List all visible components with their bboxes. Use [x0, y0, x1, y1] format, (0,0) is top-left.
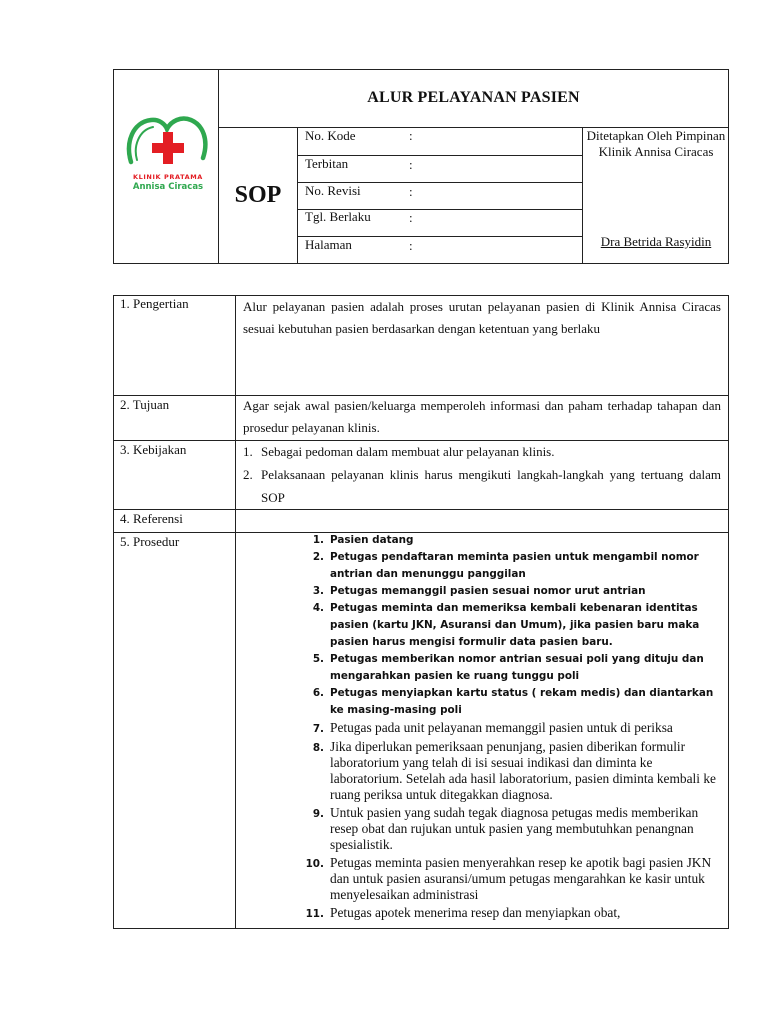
- step-text: Untuk pasien yang sudah tegak diagnosa petugas medis memberikan resep obat dan rujukan untuk pasien yang membutuhkan penangnan spesialistik.: [330, 805, 699, 852]
- label-kebijakan: 3. Kebijakan: [120, 442, 187, 457]
- field-colon: :: [409, 128, 413, 143]
- prosedur-list: [296, 532, 726, 922]
- procedure-step: [296, 905, 726, 922]
- step-number: 3.: [312, 585, 324, 597]
- procedure-step: [296, 583, 726, 600]
- step-text: Petugas apotek menerima resep dan menyiapkan obat,: [330, 905, 621, 920]
- field-colon: :: [409, 157, 413, 172]
- step-number: 9.: [312, 808, 324, 820]
- step-number: 5.: [312, 653, 324, 665]
- label-pengertian: 1. Pengertian: [120, 296, 189, 311]
- step-number: 4.: [312, 602, 324, 614]
- step-text: Petugas memberikan nomor antrian sesuai poli yang dituju dan mengarahkan pasien ke ruang tunggu poli: [330, 653, 704, 682]
- step-text: Petugas menyiapkan kartu status ( rekam medis) dan diantarkan ke masing-masing poli: [330, 687, 714, 716]
- field-no-kode: No. Kode: [305, 128, 356, 143]
- step-number: 11.: [305, 908, 324, 920]
- field-colon: :: [409, 210, 413, 225]
- step-number: 10.: [305, 858, 324, 870]
- field-colon: :: [409, 238, 413, 253]
- list-item: [243, 463, 721, 509]
- step-number: 8.: [312, 742, 324, 754]
- step-text: Petugas pada unit pelayanan memanggil pasien untuk di periksa: [330, 720, 673, 735]
- logo-heart-cross-icon: [123, 112, 213, 172]
- field-tgl-berlaku: Tgl. Berlaku: [305, 209, 371, 224]
- procedure-step: [296, 549, 726, 583]
- procedure-step: [296, 685, 726, 719]
- list-number: 1.: [243, 444, 253, 459]
- step-text: Petugas memanggil pasien sesuai nomor urut antrian: [330, 585, 646, 597]
- procedure-step: [296, 805, 726, 853]
- kebijakan-list: [243, 440, 721, 509]
- list-text: Sebagai pedoman dalam membuat alur pelayanan klinis.: [261, 444, 555, 459]
- text-tujuan: Agar sejak awal pasien/keluarga memperoleh informasi dan paham terhadap tahapan dan prosedur pelayanan klinis.: [243, 398, 721, 435]
- logo-text-line1: KLINIK PRATAMA: [133, 173, 203, 181]
- step-text: Petugas pendaftaran meminta pasien untuk mengambil nomor antrian dan menunggu panggilan: [330, 551, 699, 580]
- label-prosedur: 5. Prosedur: [120, 534, 180, 549]
- step-number: 2.: [312, 551, 324, 563]
- table-divider: [235, 295, 236, 929]
- procedure-step: [296, 532, 726, 549]
- label-tujuan: 2. Tujuan: [120, 397, 170, 412]
- field-colon: :: [409, 184, 413, 199]
- list-item: [243, 440, 721, 463]
- procedure-step: [296, 651, 726, 685]
- procedure-step: [296, 720, 726, 737]
- field-no-revisi: No. Revisi: [305, 183, 361, 198]
- step-text: Jika diperlukan pemeriksaan penunjang, pasien diberikan formulir laboratorium yang telah di isi sesuai indikasi dan diminta ke laboratorium. Setelah ada hasil laboratorium, pasien diminta kembali ke ruang periksa untuk ditegakkan diagnosa.: [330, 739, 716, 802]
- document-title: ALUR PELAYANAN PASIEN: [367, 89, 580, 106]
- clinic-logo: [123, 112, 213, 202]
- list-text: Pelaksanaan pelayanan klinis harus mengikuti langkah-langkah yang tertuang dalam SOP: [261, 467, 721, 505]
- label-referensi: 4. Referensi: [120, 511, 183, 526]
- procedure-step: [296, 600, 726, 651]
- step-number: 1.: [312, 534, 324, 546]
- sop-label: SOP: [234, 182, 282, 208]
- procedure-step: [296, 855, 726, 903]
- step-text: Petugas meminta pasien menyerahkan resep ke apotik bagi pasien JKN dan untuk pasien asuransi/umum petugas mengarahkan ke kasir untuk menyelesaikan administrasi: [330, 855, 712, 902]
- step-text: Pasien datang: [330, 534, 414, 546]
- step-number: 6.: [312, 687, 324, 699]
- signer-name: Dra Betrida Rasyidin: [600, 234, 712, 249]
- table-divider: [113, 509, 729, 510]
- list-number: 2.: [243, 467, 253, 482]
- field-terbitan: Terbitan: [305, 156, 349, 171]
- logo-text-line2: Annisa Ciracas: [132, 182, 204, 192]
- step-text: Petugas meminta dan memeriksa kembali kebenaran identitas pasien (kartu JKN, Asuransi dan Umum), jika pasien baru maka pasien harus mengisi formulir data pasien baru.: [330, 602, 700, 648]
- procedure-step: [296, 739, 726, 803]
- text-pengertian: Alur pelayanan pasien adalah proses urutan pelayanan pasien di Klinik Annisa Ciracas sesuai kebutuhan pasien berdasarkan dengan ketentuan yang berlaku: [243, 299, 721, 336]
- step-number: 7.: [312, 723, 324, 735]
- field-halaman: Halaman: [305, 237, 352, 252]
- approved-by: Ditetapkan Oleh Pimpinan Klinik Annisa Ciracas: [586, 128, 726, 159]
